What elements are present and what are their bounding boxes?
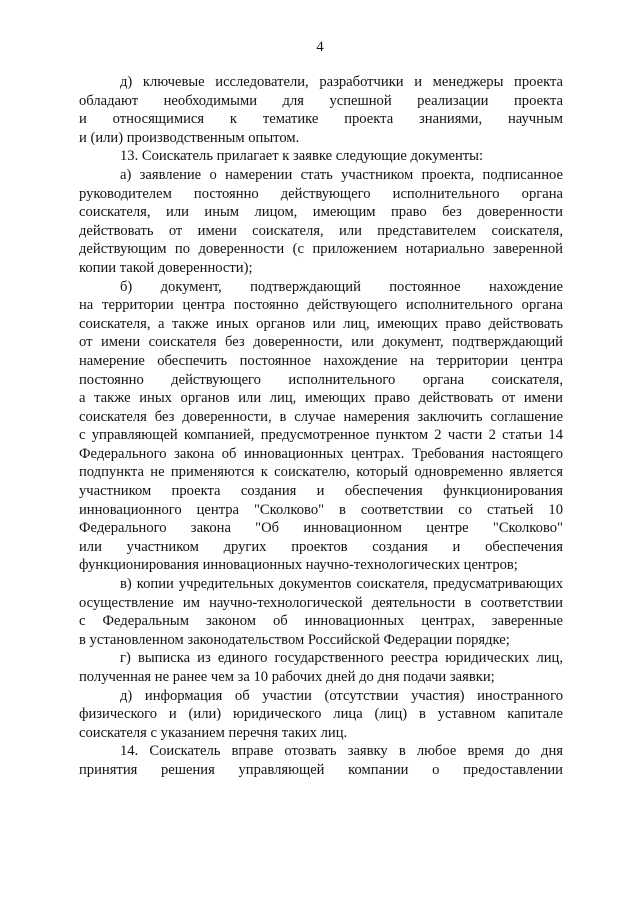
text-line: соискателя, или иным лицом, имеющим право без доверенности <box>79 204 563 221</box>
text-line: или участником других проектов создания и обеспечения <box>79 538 563 555</box>
text-line: полученная не ранее чем за 10 рабочих дней до дня подачи заявки; <box>79 669 495 685</box>
text-line: и относящимися к тематике проекта знаниями, научным <box>79 111 563 128</box>
text-line: Федерального закона об инновационных центрах. Требования настоящего <box>79 445 563 462</box>
text-line: участником проекта создания и обеспечения функционирования <box>79 483 563 500</box>
paragraph-g-extract <box>79 649 563 686</box>
text-line: д) ключевые исследователи, разработчики и менеджеры проекта <box>120 74 563 90</box>
text-line: от имени соискателя без доверенности, или документ, подтверждающий <box>79 334 563 351</box>
text-line: 14. Соискатель вправе отозвать заявку в любое время до дня <box>120 743 563 760</box>
text-line: намерение обеспечить постоянное нахождение на территории центра <box>79 352 563 369</box>
text-line: 13. Соискатель прилагает к заявке следующие документы: <box>120 148 484 165</box>
text-line: б) документ, подтверждающий постоянное нахождение <box>120 278 563 295</box>
text-line: подпункта не применяются к соискателю, который одновременно является <box>79 464 563 481</box>
paragraph-d-information <box>79 687 563 743</box>
paragraph-d-researchers <box>79 73 563 147</box>
text-line: физического и (или) юридического лица (лиц) в уставном капитале <box>79 706 563 723</box>
text-line: функционирования инновационных научно-технологических центров; <box>79 557 518 574</box>
text-line: постоянно действующего исполнительного органа соискателя, <box>79 371 563 388</box>
text-line: осуществление им научно-технологической деятельности в соответствии <box>79 594 563 611</box>
text-line: с управляющей компанией, предусмотренное пунктом 2 части 2 статьи 14 <box>79 427 563 444</box>
text-line: обладают необходимыми для успешной реализации проекта <box>79 92 563 109</box>
text-line: д) информация об участии (отсутствии участия) иностранного <box>120 687 563 704</box>
text-line: действующим по доверенности (с приложением нотариально заверенной <box>79 241 563 258</box>
text-line: действовать от имени соискателя, или представителем соискателя, <box>79 222 563 239</box>
text-line: г) выписка из единого государственного реестра юридических лиц, <box>120 650 563 667</box>
text-line: копии такой доверенности); <box>79 259 253 276</box>
paragraph-13 <box>79 147 563 166</box>
text-line: принятия решения управляющей компании о предоставлении <box>79 761 563 778</box>
paragraph-v-copies <box>79 575 563 649</box>
paragraph-b-document <box>79 278 563 576</box>
text-line: Федерального закона "Об инновационном центре "Сколково" <box>79 520 563 537</box>
page-number: 4 <box>316 39 324 55</box>
text-line: соискателя, а также иных органов или лиц, имеющих право действовать <box>79 315 563 332</box>
text-line: и (или) производственным опытом. <box>79 129 300 146</box>
paragraph-a-statement <box>79 166 563 278</box>
text-line: а) заявление о намерении стать участником проекта, подписанное <box>120 166 563 183</box>
text-line: с Федеральным законом об инновационных центрах, заверенные <box>79 613 563 630</box>
text-line: руководителем постоянно действующего исполнительного органа <box>79 185 563 202</box>
text-line: на территории центра постоянно действующего исполнительного органа <box>79 297 563 314</box>
document-body <box>79 73 563 780</box>
text-line: в) копии учредительных документов соискателя, предусматривающих <box>120 576 563 593</box>
paragraph-14 <box>79 742 563 779</box>
text-line: соискателя без доверенности, в случае намерения заключить соглашение <box>79 408 563 425</box>
text-line: а также иных органов или лиц, имеющих право действовать от имени <box>79 390 563 407</box>
text-line: соискателя с указанием перечня таких лиц. <box>79 724 348 741</box>
text-line: инновационного центра "Сколково" в соответствии со статьей 10 <box>79 501 563 518</box>
text-line: в установленном законодательством Российской Федерации порядке; <box>79 631 510 648</box>
